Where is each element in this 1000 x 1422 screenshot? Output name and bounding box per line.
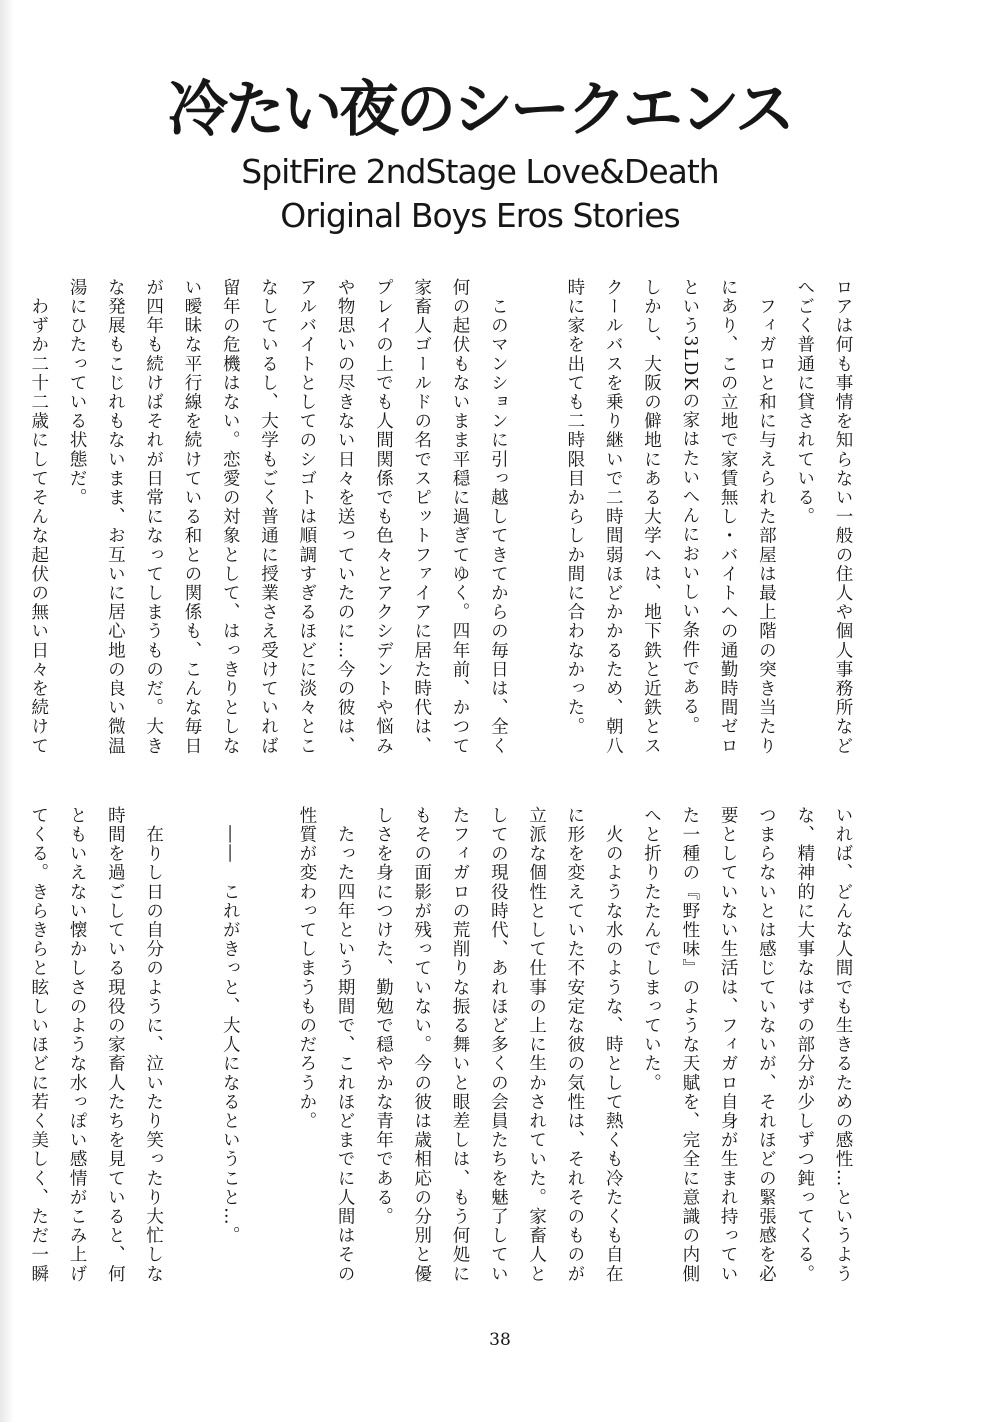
text-column: な、精神的に大事なはずの部分が少しずつ鈍ってくる。 [794, 806, 815, 1284]
text-column: プレイの上でも人間関係でも色々とアクシデントや悩み [373, 278, 394, 756]
text-column: 湯にひたっている状態だ。 [67, 278, 88, 508]
text-column: ロアは何も事情を知らない一般の住人や個人事務所など [833, 278, 853, 756]
text-column: や物思いの尽きない日々を送っていたのに…今の彼は、 [335, 278, 356, 756]
text-column: 家畜人ゴールドの名でスピットファイアに居た時代は、 [411, 278, 432, 756]
text-column: た一種の『野性味』のような天賦を、完全に意識の内側 [679, 806, 700, 1284]
story-title: 冷たい夜のシークエンス [168, 75, 792, 145]
text-column: いれば、どんな人間でも生きるための感性…というよう [833, 806, 853, 1284]
text-column: 性質が変わってしまうものだろうか。 [296, 806, 317, 1131]
text-column: な発展もこじれもないまま、お互いに居心地の良い微温 [105, 278, 126, 756]
text-column: つまらないとは感じていないが、それほどの緊張感を必 [756, 806, 777, 1284]
text-column: しての現役時代、あれほど多くの会員たちを魅了してい [488, 806, 509, 1284]
text-column: 在りし日の自分のように、泣いたり笑ったり大忙しな [143, 806, 164, 1284]
text-column: 要としていない生活は、フィガロ自身が生まれ持ってい [718, 806, 739, 1284]
text-column: が四年も続けばそれが日常になってしまうものだ。大き [143, 278, 164, 756]
text-column: てくる。きらきらと眩しいほどに若く美しく、ただ一瞬 [28, 806, 49, 1284]
page-number: 38 [489, 1330, 511, 1350]
title-block [160, 70, 800, 238]
text-column: へごく普通に貸されている。 [794, 278, 815, 527]
text-column: しかし、大阪の僻地にある大学へは、地下鉄と近鉄とス [641, 278, 662, 756]
text-column: クールバスを乗り継いで二時間弱ほどかかるため、朝八 [603, 278, 624, 756]
page-edge-shadow [0, 0, 14, 1422]
lower-text-block [28, 806, 862, 1306]
text-column: たった四年という期間で、これほどまでに人間はその [335, 806, 356, 1284]
text-column: にあり、この立地で家賃無し・バイトへの通勤時間ゼロ [718, 278, 739, 756]
text-column: もその面影が残っていない。今の彼は歳相応の分別と優 [411, 806, 432, 1284]
text-column: ―― これがきっと、大人になるということ…。 [220, 806, 241, 1246]
text-column [173, 806, 211, 1306]
text-column: しさを身につけた、勤勉で穏やかな青年である。 [373, 806, 394, 1227]
text-column: に形を変えていた不安定な彼の気性は、それそのものが [564, 806, 585, 1284]
text-column: 立派な個性として仕事の上に生かされていた。家畜人と [526, 806, 547, 1284]
text-column: という3LDKの家はたいへんにおいしい条件である。 [679, 278, 700, 736]
text-column: 時に家を出ても二時限目からしか間に合わなかった。 [564, 278, 585, 737]
text-column: い曖昧な平行線を続けている和との関係も、こんな毎日 [181, 278, 202, 756]
text-column: フィガロと和に与えられた部屋は最上階の突き当たり [756, 278, 777, 756]
text-column: 留年の危機はない。恋愛の対象として、はっきりとしな [220, 278, 241, 756]
text-column: アルバイトとしてのシゴトは順調すぎるほどに淡々とこ [296, 278, 317, 756]
series-subtitle: SpitFire 2ndStage Love&Death [241, 152, 719, 191]
text-column: ともいえない懐かしさのような水っぽい感情がこみ上げ [67, 806, 88, 1284]
series-subtitle-2: Original Boys Eros Stories [280, 196, 680, 235]
text-column: 何の起伏もないまま平穏に過ぎてゆく。四年前、かつて [450, 278, 471, 756]
text-column [249, 806, 287, 1306]
text-column: なしているし、大学もごく普通に授業さえ受けていれば [258, 278, 279, 756]
text-column: へと折りたたんでしまっていた。 [641, 806, 662, 1093]
upper-text-block [28, 278, 862, 778]
text-column: わずか二十二歳にしてそんな起伏の無い日々を続けて [28, 278, 49, 756]
text-column [517, 278, 555, 778]
text-column: 火のような水のような、時として熱くも冷たくも自在 [603, 806, 624, 1284]
text-column: このマンションに引っ越してきてからの毎日は、全く [488, 278, 509, 756]
text-column: 時間を過ごしている現役の家畜人たちを見ていると、何 [105, 806, 126, 1284]
text-column: たフィガロの荒削りな振る舞いと眼差しは、もう何処に [450, 806, 471, 1284]
